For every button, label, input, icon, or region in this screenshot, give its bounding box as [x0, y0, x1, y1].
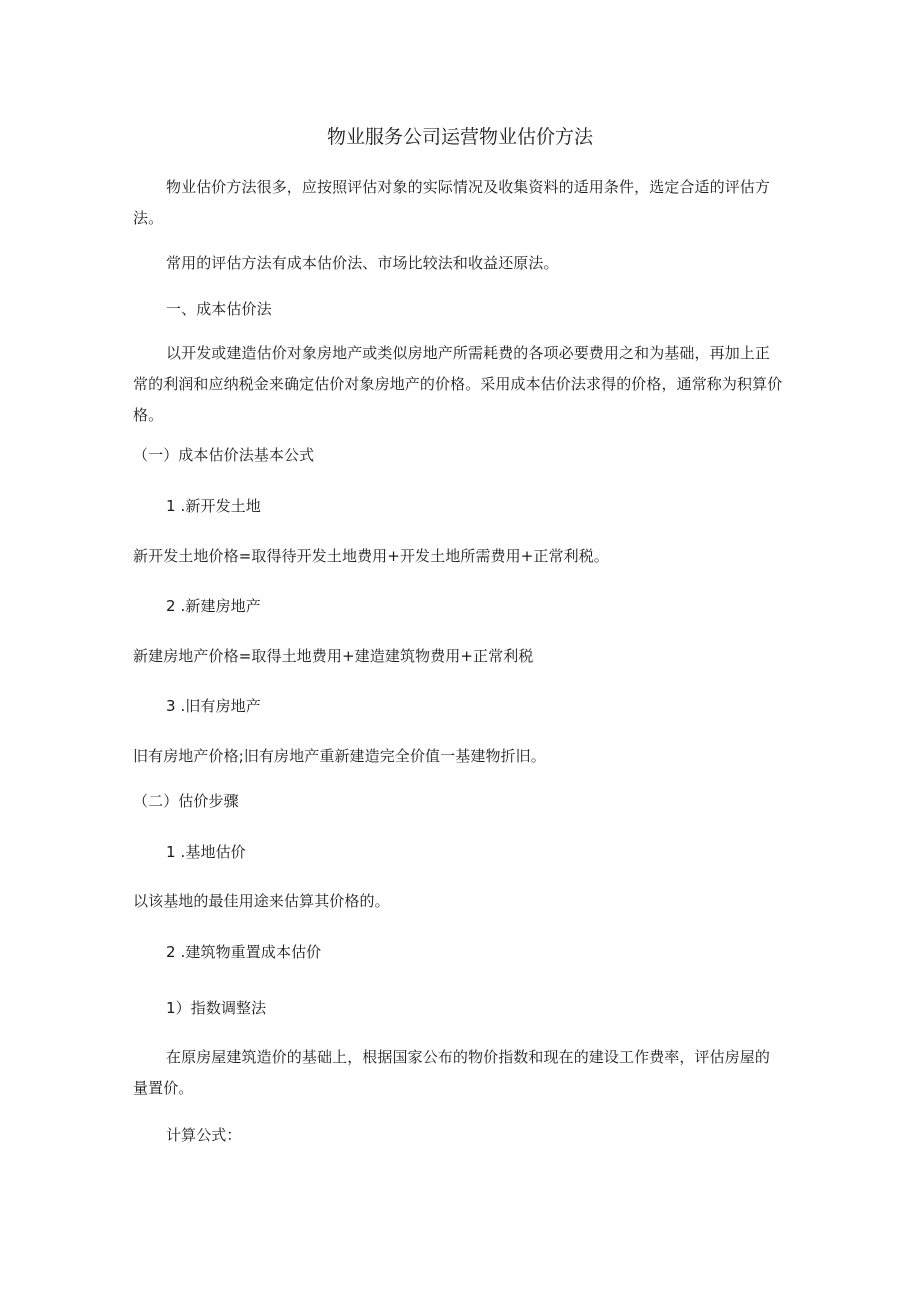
formula-new-real-estate: 新建房地产价格=取得土地费用+建造建筑物费用+正常利税 — [133, 647, 534, 665]
heading-cost-method: 一、成本估价法 — [166, 300, 272, 318]
heading-index-adjustment: 1）指数调整法 — [166, 999, 267, 1017]
heading-land-valuation: 1 .基地估价 — [166, 843, 246, 861]
heading-valuation-steps: （二）估价步骤 — [133, 792, 239, 810]
heading-new-real-estate: 2 .新建房地产 — [166, 597, 261, 615]
heading-old-real-estate: 3 .旧有房地产 — [166, 697, 261, 715]
heading-new-land: 1 .新开发土地 — [166, 497, 261, 515]
document-title: 物业服务公司运营物业估价方法 — [326, 126, 593, 148]
heading-building-replacement-cost: 2 .建筑物重置成本估价 — [166, 943, 322, 961]
paragraph-common-methods: 常用的评估方法有成本估价法、市场比较法和收益还原法。 — [166, 254, 559, 272]
paragraph-intro: 物业估价方法很多，应按照评估对象的实际情况及收集资料的适用条件，选定合适的评估方法。 — [133, 178, 771, 227]
paragraph-land-valuation: 以该基地的最佳用途来估算其价格的。 — [133, 892, 390, 910]
heading-basic-formula: （一）成本估价法基本公式 — [133, 446, 315, 464]
paragraph-index-adjustment: 在原房屋建筑造价的基础上，根据国家公布的物价指数和现在的建设工作费率，评估房屋的量置价。 — [133, 1048, 771, 1097]
formula-old-real-estate: 旧有房地产价格;旧有房地产重新建造完全价值一基建物折旧。 — [133, 747, 546, 765]
paragraph-cost-method-definition: 以开发或建造估价对象房地产或类似房地产所需耗费的各项必要费用之和为基础，再加上正常的利润和应纳税金来确定估价对象房地产的价格。采用成本估价法求得的价格，通常称为积算价格。 — [133, 344, 783, 424]
paragraph-calculation-formula: 计算公式： — [166, 1126, 242, 1144]
formula-new-land: 新开发土地价格=取得待开发土地费用+开发土地所需费用+正常利税。 — [133, 547, 609, 565]
